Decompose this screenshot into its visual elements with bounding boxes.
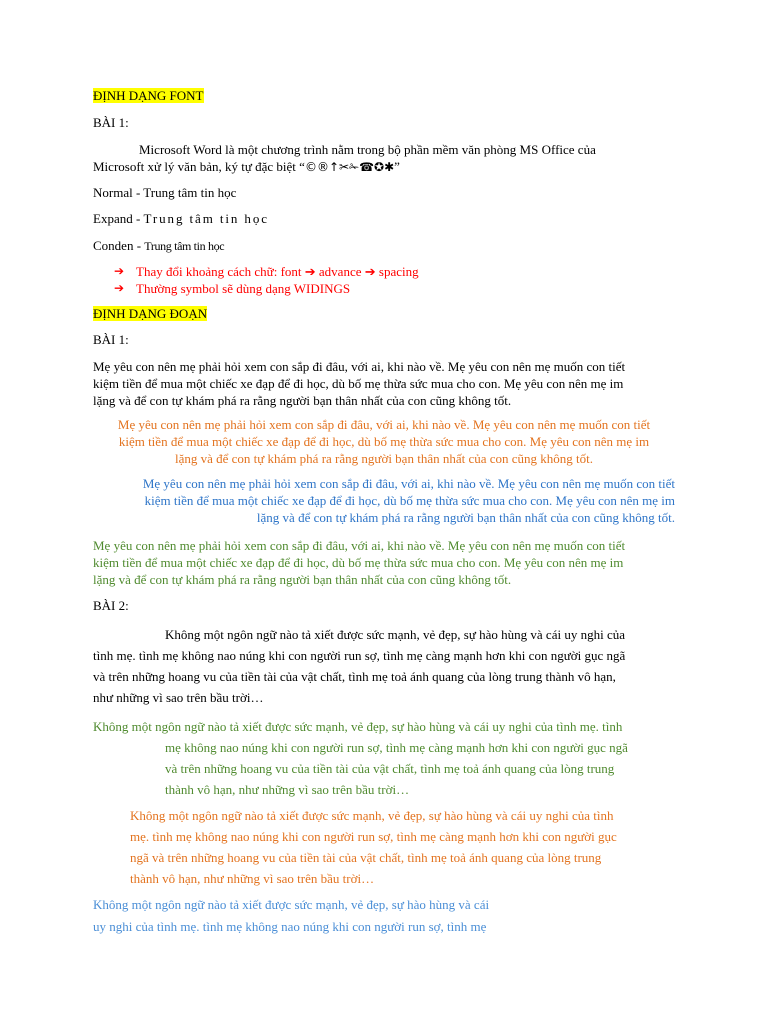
right-aligned-paragraph: Mẹ yêu con nên mẹ phải hỏi xem con sắp đi đâu, với ai, khi nào về. Mẹ yêu con nên mẹ muốn con tiết kiệm tiền để mua một chiếc xe đạp để đi học, dù bố mẹ thừa sức mua cho con. Mẹ yêu con nên mẹ im lặng và để con tự khám phá ra rằng người bạn thân nhất của con cũng không tốt. — [142, 476, 675, 525]
left-aligned-paragraph: Mẹ yêu con nên mẹ phải hỏi xem con sắp đi đâu, với ai, khi nào về. Mẹ yêu con nên mẹ muốn con tiết kiệm tiền để mua một chiếc xe đạp để đi học, dù bố mẹ thừa sức mua cho con. Mẹ yêu con nên mẹ im lặng và để con tự khám phá ra rằng người bạn thân nhất của con cũng không tốt. — [93, 359, 626, 408]
justified-paragraph: Mẹ yêu con nên mẹ phải hỏi xem con sắp đi đâu, với ai, khi nào về. Mẹ yêu con nên mẹ muốn con tiết kiệm tiền để mua một chiếc xe đạp để đi học, dù bố mẹ thừa sức mua cho con. Mẹ yêu con nên mẹ im lặng và để con tự khám phá ra rằng người bạn thân nhất của con cũng không tốt. — [93, 538, 626, 587]
condensed-spacing-line: Conden - Trung tâm tin học — [93, 238, 225, 253]
right-arrow-icon: ➔ — [114, 264, 125, 278]
intro-paragraph — [93, 141, 596, 176]
list-item: ➔ Thay đổi khoảng cách chữ: font ➔ advance ➔ spacing — [114, 264, 419, 279]
right-indent-paragraph: Không một ngôn ngữ nào tả xiết được sức mạnh, vẻ đẹp, sự hào hùng và cái uy nghi của tình mẹ. tình mẹ không nao núng khi con người run sợ, tình mẹ — [93, 897, 490, 934]
expanded-spacing-line: Expand - Trung tâm tin học — [93, 211, 269, 226]
centered-paragraph: Mẹ yêu con nên mẹ phải hỏi xem con sắp đi đâu, với ai, khi nào về. Mẹ yêu con nên mẹ muốn con tiết kiệm tiền để mua một chiếc xe đạp để đi học, dù bố mẹ thừa sức mua cho con. Mẹ yêu con nên mẹ im lặng và để con tự khám phá ra rằng người bạn thân nhất của con cũng không tốt. — [117, 417, 651, 466]
hanging-indent-paragraph: Không một ngôn ngữ nào tả xiết được sức mạnh, vẻ đẹp, sự hào hùng và cái uy nghi của tình mẹ. tình mẹ không nao núng khi con người run sợ, tình mẹ càng mạnh hơn khi con người gục ngã và trên những hoang vu của tiền tài của vật chất, tình mẹ toả ánh quang của lòng trung thành vô hạn, như những vì sao trên bầu trời… — [93, 719, 628, 797]
normal-spacing-line: Normal - Trung tâm tin học — [93, 185, 237, 200]
first-line-indent-paragraph: Không một ngôn ngữ nào tả xiết được sức mạnh, vẻ đẹp, sự hào hùng và cái uy nghi của tình mẹ. tình mẹ không nao núng khi con người run sợ, tình mẹ càng mạnh hơn khi con người gục ngã và trên những hoang vu của tiền tài của vật chất, tình mẹ toả ánh quang của lòng trung thành vô hạn, như những vì sao trên bầu trời… — [93, 627, 626, 705]
list-item: ➔ Thường symbol sẽ dùng dạng WIDINGS — [114, 281, 351, 296]
intro-line: Microsoft Word là một chương trình nằm trong bộ phần mềm văn phòng MS Office của — [139, 142, 596, 157]
font-heading: ĐỊNH DẠNG FONT — [93, 88, 204, 103]
intro-line: Microsoft xử lý văn bản, ký tự đặc biệt “©®↑✂✁☎✪✱” — [93, 159, 400, 174]
special-symbols: ©®↑✂✁☎✪✱ — [304, 160, 395, 174]
right-arrow-icon: ➔ — [114, 281, 125, 295]
paragraph-heading: ĐỊNH DẠNG ĐOẠN — [93, 306, 208, 321]
exercise-label: BÀI 1: — [93, 332, 129, 347]
indented-paragraph: Không một ngôn ngữ nào tả xiết được sức mạnh, vẻ đẹp, sự hào hùng và cái uy nghi của tình mẹ. tình mẹ không nao núng khi con người run sợ, tình mẹ càng mạnh hơn khi con người gục ngã và trên những hoang vu của tiền tài của vật chất, tình mẹ toả ánh quang của lòng trung thành vô hạn, như những vì sao trên bầu trời… — [130, 808, 617, 886]
exercise-label: BÀI 1: — [93, 115, 129, 130]
tips-list — [114, 263, 419, 297]
exercise-label: BÀI 2: — [93, 598, 129, 613]
